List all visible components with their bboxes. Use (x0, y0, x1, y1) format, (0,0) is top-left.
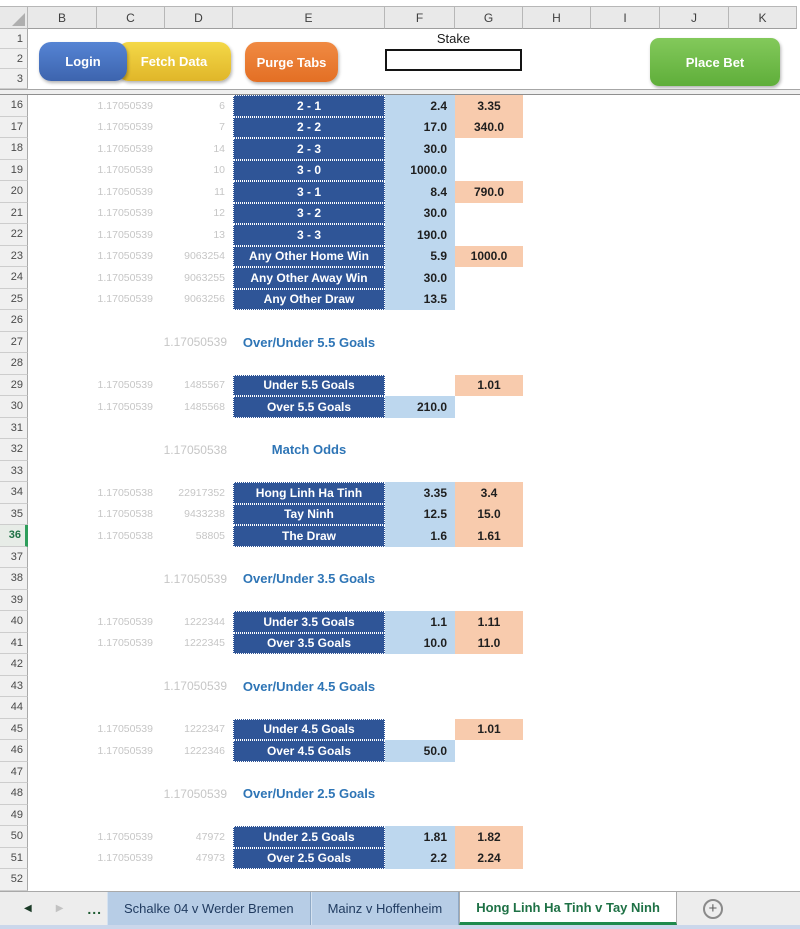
cell-F35[interactable]: 12.5 (385, 504, 455, 526)
cell-B34[interactable] (28, 482, 97, 504)
select-all-corner[interactable] (0, 6, 28, 29)
cell-E32[interactable]: Match Odds (271, 442, 347, 458)
row-header-16[interactable]: 16 (0, 95, 28, 117)
column-header-D[interactable]: D (165, 6, 233, 29)
cell-C34[interactable]: 1.17050538 (97, 486, 153, 499)
sheet-row-25 (0, 289, 797, 311)
scroll-tabs-left-icon[interactable]: ◀ (24, 903, 32, 914)
sheet-row-40 (0, 611, 797, 633)
cell-C41[interactable]: 1.17050539 (97, 637, 153, 650)
cell-B49[interactable] (28, 805, 97, 827)
cell-F30[interactable]: 210.0 (385, 396, 455, 418)
row-header-1[interactable]: 1 (0, 29, 28, 49)
cell-F21[interactable]: 30.0 (385, 203, 455, 225)
cell-F24[interactable]: 30.0 (385, 267, 455, 289)
cell-B47[interactable] (28, 762, 97, 784)
tab-nav (0, 892, 107, 925)
cell-B52[interactable] (28, 869, 97, 891)
cell-G51[interactable]: 2.24 (455, 848, 523, 870)
empty-cells-25 (523, 289, 797, 311)
sheet-row-44 (0, 697, 797, 719)
cell-C36[interactable]: 1.17050538 (97, 529, 153, 542)
cell-B26[interactable] (28, 310, 97, 332)
sheet-row-30 (0, 396, 797, 418)
cell-E30[interactable]: Over 5.5 Goals (233, 396, 385, 418)
sheet-row-33 (0, 461, 797, 483)
cell-B38[interactable] (28, 568, 97, 590)
row-header-18[interactable]: 18 (0, 138, 28, 160)
sheet-row-19 (0, 160, 797, 182)
cell-G29[interactable]: 1.01 (455, 375, 523, 397)
cell-C43[interactable]: 1.17050539 (163, 679, 227, 694)
cell-F45[interactable] (385, 719, 455, 741)
cell-C51[interactable]: 1.17050539 (97, 852, 153, 865)
sheet-grid (0, 95, 797, 891)
cell-G24[interactable] (455, 267, 523, 289)
cell-G22[interactable] (455, 224, 523, 246)
cell-B29[interactable] (28, 375, 97, 397)
empty-cells-42 (97, 654, 797, 676)
cell-E40[interactable]: Under 3.5 Goals (233, 611, 385, 633)
cell-D51[interactable]: 47973 (195, 852, 225, 865)
cell-F25[interactable]: 13.5 (385, 289, 455, 311)
cell-C25[interactable]: 1.17050539 (97, 293, 153, 306)
row-header-19[interactable]: 19 (0, 160, 28, 182)
cell-D18[interactable]: 14 (213, 142, 225, 155)
sheet-row-29 (0, 375, 797, 397)
cell-G45[interactable]: 1.01 (455, 719, 523, 741)
row-header-29[interactable]: 29 (0, 375, 28, 397)
cell-G41[interactable]: 11.0 (455, 633, 523, 655)
sheet-tab-0[interactable]: Schalke 04 v Werder Bremen (107, 892, 311, 925)
cell-B46[interactable] (28, 740, 97, 762)
cell-G21[interactable] (455, 203, 523, 225)
row-header-23[interactable]: 23 (0, 246, 28, 268)
cell-D29[interactable]: 1485567 (184, 379, 225, 392)
column-header-I[interactable]: I (591, 6, 660, 29)
cell-G19[interactable] (455, 160, 523, 182)
cell-B40[interactable] (28, 611, 97, 633)
row-header-21[interactable]: 21 (0, 203, 28, 225)
cell-B31[interactable] (28, 418, 97, 440)
cell-E18[interactable]: 2 - 3 (233, 138, 385, 160)
cell-D24[interactable]: 9063255 (184, 271, 225, 284)
sheet-row-36 (0, 525, 797, 547)
column-header-J[interactable]: J (660, 6, 729, 29)
cell-E41[interactable]: Over 3.5 Goals (233, 633, 385, 655)
cell-G17[interactable]: 340.0 (455, 117, 523, 139)
cell-B21[interactable] (28, 203, 97, 225)
cell-G36[interactable]: 1.61 (455, 525, 523, 547)
cell-G23[interactable]: 1000.0 (455, 246, 523, 268)
sheet-row-46 (0, 740, 797, 762)
sheet-row-41 (0, 633, 797, 655)
cell-E21[interactable]: 3 - 2 (233, 203, 385, 225)
cell-B25[interactable] (28, 289, 97, 311)
empty-cells-16 (523, 95, 797, 117)
row-header-34[interactable]: 34 (0, 482, 28, 504)
empty-cells-38 (385, 568, 797, 590)
empty-cells-35 (523, 504, 797, 526)
cell-G25[interactable] (455, 289, 523, 311)
cell-C32[interactable]: 1.17050538 (163, 442, 227, 457)
cell-E23[interactable]: Any Other Home Win (233, 246, 385, 268)
column-header-G[interactable]: G (455, 6, 523, 29)
column-header-E[interactable]: E (233, 6, 385, 29)
row-header-45[interactable]: 45 (0, 719, 28, 741)
scroll-tabs-right-icon[interactable]: ▶ (55, 903, 64, 914)
row-header-24[interactable]: 24 (0, 267, 28, 289)
sheet-row-52 (0, 869, 797, 891)
cell-E27[interactable]: Over/Under 5.5 Goals (242, 334, 376, 350)
cell-F41[interactable]: 10.0 (385, 633, 455, 655)
row-header-48[interactable]: 48 (0, 783, 28, 805)
empty-cells-19 (523, 160, 797, 182)
row-header-31[interactable]: 31 (0, 418, 28, 440)
cell-F29[interactable] (385, 375, 455, 397)
cell-C35[interactable]: 1.17050538 (97, 508, 153, 521)
cell-C27[interactable]: 1.17050539 (163, 335, 227, 350)
cell-F36[interactable]: 1.6 (385, 525, 455, 547)
cell-D25[interactable]: 9063256 (184, 293, 225, 306)
more-tabs-icon[interactable]: ... (87, 900, 103, 917)
sheet-row-50 (0, 826, 797, 848)
cell-C21[interactable]: 1.17050539 (97, 207, 153, 220)
sheet-row-43 (0, 676, 797, 698)
cell-E17[interactable]: 2 - 2 (233, 117, 385, 139)
cell-B51[interactable] (28, 848, 97, 870)
sheet-row-47 (0, 762, 797, 784)
cell-B22[interactable] (28, 224, 97, 246)
sheet-row-17 (0, 117, 797, 139)
cell-C23[interactable]: 1.17050539 (97, 250, 153, 263)
row-header-2[interactable]: 2 (0, 49, 28, 69)
cell-F20[interactable]: 8.4 (385, 181, 455, 203)
cell-B37[interactable] (28, 547, 97, 569)
fetch-data-button[interactable]: Fetch Data (117, 42, 231, 81)
cell-E48[interactable]: Over/Under 2.5 Goals (242, 786, 376, 802)
cell-E38[interactable]: Over/Under 3.5 Goals (242, 571, 376, 587)
empty-cells-30 (523, 396, 797, 418)
cell-D20[interactable]: 11 (214, 185, 225, 198)
cell-G50[interactable]: 1.82 (455, 826, 523, 848)
cell-D16[interactable]: 6 (219, 99, 225, 112)
empty-cells-37 (97, 547, 797, 569)
row-header-39[interactable]: 39 (0, 590, 28, 612)
cell-F51[interactable]: 2.2 (385, 848, 455, 870)
cell-D45[interactable]: 1222347 (184, 723, 225, 736)
cell-D30[interactable]: 1485568 (184, 400, 225, 413)
cell-C22[interactable]: 1.17050539 (97, 228, 153, 241)
row-header-37[interactable]: 37 (0, 547, 28, 569)
empty-cells-47 (97, 762, 797, 784)
sheet-row-45 (0, 719, 797, 741)
sheet-row-32 (0, 439, 797, 461)
cell-B27[interactable] (28, 332, 97, 354)
sheet-row-21 (0, 203, 797, 225)
empty-cells-41 (523, 633, 797, 655)
cell-F46[interactable]: 50.0 (385, 740, 455, 762)
cell-D21[interactable]: 12 (213, 207, 225, 220)
cell-B23[interactable] (28, 246, 97, 268)
cell-E46[interactable]: Over 4.5 Goals (233, 740, 385, 762)
row-header-32[interactable]: 32 (0, 439, 28, 461)
cell-B45[interactable] (28, 719, 97, 741)
empty-cells-40 (523, 611, 797, 633)
cell-C40[interactable]: 1.17050539 (97, 615, 153, 628)
row-header-50[interactable]: 50 (0, 826, 28, 848)
empty-cells-51 (523, 848, 797, 870)
empty-cells-39 (97, 590, 797, 612)
sheet-row-35 (0, 504, 797, 526)
row-header-17[interactable]: 17 (0, 117, 28, 139)
cell-E50[interactable]: Under 2.5 Goals (233, 826, 385, 848)
empty-cells-50 (523, 826, 797, 848)
cell-D23[interactable]: 9063254 (184, 250, 225, 263)
cell-E43[interactable]: Over/Under 4.5 Goals (242, 678, 376, 694)
cell-E24[interactable]: Any Other Away Win (233, 267, 385, 289)
cell-D50[interactable]: 47972 (195, 830, 225, 843)
sheet-tab-bar (0, 891, 800, 925)
cell-E34[interactable]: Hong Linh Ha Tinh (233, 482, 385, 504)
cell-E20[interactable]: 3 - 1 (233, 181, 385, 203)
row-header-49[interactable]: 49 (0, 805, 28, 827)
frozen-toolbar-pane (0, 29, 797, 89)
row-header-3[interactable]: 3 (0, 69, 28, 89)
sheet-row-26 (0, 310, 797, 332)
cell-C18[interactable]: 1.17050539 (97, 142, 153, 155)
place-bet-button[interactable]: Place Bet (650, 38, 780, 86)
cell-B48[interactable] (28, 783, 97, 805)
column-header-H[interactable]: H (523, 6, 591, 29)
cell-G20[interactable]: 790.0 (455, 181, 523, 203)
cell-G40[interactable]: 1.11 (455, 611, 523, 633)
window-bottom-strip (0, 925, 800, 929)
empty-cells-27 (385, 332, 797, 354)
cell-C20[interactable]: 1.17050539 (97, 185, 153, 198)
sheet-row-34 (0, 482, 797, 504)
sheet-row-28 (0, 353, 797, 375)
cell-B17[interactable] (28, 117, 97, 139)
cell-C19[interactable]: 1.17050539 (97, 164, 153, 177)
sheet-row-24 (0, 267, 797, 289)
row-header-20[interactable]: 20 (0, 181, 28, 203)
cell-B20[interactable] (28, 181, 97, 203)
cell-G16[interactable]: 3.35 (455, 95, 523, 117)
row-header-30[interactable]: 30 (0, 396, 28, 418)
sheet-row-51 (0, 848, 797, 870)
column-header-F[interactable]: F (385, 6, 455, 29)
login-button[interactable]: Login (39, 42, 127, 81)
row-header-46[interactable]: 46 (0, 740, 28, 762)
sheet-row-31 (0, 418, 797, 440)
empty-cells-48 (385, 783, 797, 805)
empty-cells-24 (523, 267, 797, 289)
row-header-41[interactable]: 41 (0, 633, 28, 655)
sheet-row-18 (0, 138, 797, 160)
row-header-51[interactable]: 51 (0, 848, 28, 870)
cell-G30[interactable] (455, 396, 523, 418)
empty-cells-52 (97, 869, 797, 891)
sheet-row-42 (0, 654, 797, 676)
cell-B39[interactable] (28, 590, 97, 612)
empty-cells-49 (97, 805, 797, 827)
cell-B28[interactable] (28, 353, 97, 375)
cell-B44[interactable] (28, 697, 97, 719)
cell-G18[interactable] (455, 138, 523, 160)
empty-cells-43 (385, 676, 797, 698)
stake-label: Stake (436, 31, 471, 46)
cell-E51[interactable]: Over 2.5 Goals (233, 848, 385, 870)
cell-C38[interactable]: 1.17050539 (163, 571, 227, 586)
cell-D17[interactable]: 7 (219, 121, 225, 134)
sheet-row-38 (0, 568, 797, 590)
cell-D34[interactable]: 22917352 (178, 486, 225, 499)
row-header-25[interactable]: 25 (0, 289, 28, 311)
empty-cells-32 (385, 439, 797, 461)
cell-C45[interactable]: 1.17050539 (97, 723, 153, 736)
empty-cells-36 (523, 525, 797, 547)
add-sheet-icon[interactable]: + (703, 899, 723, 919)
cell-D46[interactable]: 1222346 (184, 744, 225, 757)
empty-cells-17 (523, 117, 797, 139)
cell-B18[interactable] (28, 138, 97, 160)
cell-E35[interactable]: Tay Ninh (233, 504, 385, 526)
row-header-52[interactable]: 52 (0, 869, 28, 891)
cell-G46[interactable] (455, 740, 523, 762)
sheet-tab-1[interactable]: Mainz v Hoffenheim (311, 892, 460, 925)
row-header-38[interactable]: 38 (0, 568, 28, 590)
cell-F18[interactable]: 30.0 (385, 138, 455, 160)
cell-E16[interactable]: 2 - 1 (233, 95, 385, 117)
cell-E29[interactable]: Under 5.5 Goals (233, 375, 385, 397)
cell-B41[interactable] (28, 633, 97, 655)
row-header-26[interactable]: 26 (0, 310, 28, 332)
cell-E19[interactable]: 3 - 0 (233, 160, 385, 182)
cell-D35[interactable]: 9433238 (184, 508, 225, 521)
cell-E25[interactable]: Any Other Draw (233, 289, 385, 311)
sheet-row-49 (0, 805, 797, 827)
row-header-44[interactable]: 44 (0, 697, 28, 719)
cell-B33[interactable] (28, 461, 97, 483)
sheet-row-22 (0, 224, 797, 246)
cell-B32[interactable] (28, 439, 97, 461)
sheet-row-39 (0, 590, 797, 612)
cell-F16[interactable]: 2.4 (385, 95, 455, 117)
cell-D41[interactable]: 1222345 (184, 637, 225, 650)
row-header-22[interactable]: 22 (0, 224, 28, 246)
cell-B42[interactable] (28, 654, 97, 676)
sheet-row-48 (0, 783, 797, 805)
cell-C48[interactable]: 1.17050539 (163, 786, 227, 801)
column-header-K[interactable]: K (729, 6, 797, 29)
purge-tabs-button[interactable]: Purge Tabs (245, 42, 338, 82)
empty-cells-21 (523, 203, 797, 225)
row-header-35[interactable]: 35 (0, 504, 28, 526)
stake-input[interactable] (385, 49, 522, 71)
cell-B43[interactable] (28, 676, 97, 698)
empty-cells-28 (97, 353, 797, 375)
sheet-row-23 (0, 246, 797, 268)
cell-F19[interactable]: 1000.0 (385, 160, 455, 182)
row-header-47[interactable]: 47 (0, 762, 28, 784)
empty-cells-23 (523, 246, 797, 268)
cell-E45[interactable]: Under 4.5 Goals (233, 719, 385, 741)
empty-cells-29 (523, 375, 797, 397)
cell-F50[interactable]: 1.81 (385, 826, 455, 848)
cell-B36[interactable] (28, 525, 97, 547)
cell-C24[interactable]: 1.17050539 (97, 271, 153, 284)
cell-G35[interactable]: 15.0 (455, 504, 523, 526)
row-header-42[interactable]: 42 (0, 654, 28, 676)
cell-D36[interactable]: 58805 (195, 529, 225, 542)
cell-B35[interactable] (28, 504, 97, 526)
cell-G34[interactable]: 3.4 (455, 482, 523, 504)
empty-cells-46 (523, 740, 797, 762)
cell-C16[interactable]: 1.17050539 (97, 99, 153, 112)
cell-B30[interactable] (28, 396, 97, 418)
cell-D19[interactable]: 10 (213, 164, 225, 177)
cell-B19[interactable] (28, 160, 97, 182)
sheet-tab-2[interactable]: Hong Linh Ha Tinh v Tay Ninh (459, 892, 677, 925)
row-header-28[interactable]: 28 (0, 353, 28, 375)
column-header-C[interactable]: C (97, 6, 165, 29)
cell-C17[interactable]: 1.17050539 (97, 121, 153, 134)
cell-C29[interactable]: 1.17050539 (97, 379, 153, 392)
empty-cells-33 (97, 461, 797, 483)
row-header-33[interactable]: 33 (0, 461, 28, 483)
cell-F34[interactable]: 3.35 (385, 482, 455, 504)
sheet-tabs (107, 892, 677, 925)
row-header-36[interactable]: 36 (0, 525, 28, 547)
empty-cells-44 (97, 697, 797, 719)
empty-cells-20 (523, 181, 797, 203)
empty-cells-34 (523, 482, 797, 504)
sheet-row-16 (0, 95, 797, 117)
column-header-B[interactable]: B (28, 6, 97, 29)
empty-cells-22 (523, 224, 797, 246)
row-header-27[interactable]: 27 (0, 332, 28, 354)
cell-D22[interactable]: 13 (213, 228, 225, 241)
cell-E36[interactable]: The Draw (233, 525, 385, 547)
cell-B16[interactable] (28, 95, 97, 117)
cell-C30[interactable]: 1.17050539 (97, 400, 153, 413)
cell-D40[interactable]: 1222344 (184, 615, 225, 628)
cell-E22[interactable]: 3 - 3 (233, 224, 385, 246)
column-header-bar (0, 6, 797, 29)
empty-cells-31 (97, 418, 797, 440)
cell-C46[interactable]: 1.17050539 (97, 744, 153, 757)
sheet-row-20 (0, 181, 797, 203)
empty-cells-18 (523, 138, 797, 160)
row-header-43[interactable]: 43 (0, 676, 28, 698)
cell-F23[interactable]: 5.9 (385, 246, 455, 268)
sheet-row-27 (0, 332, 797, 354)
cell-B50[interactable] (28, 826, 97, 848)
cell-F17[interactable]: 17.0 (385, 117, 455, 139)
empty-cells-26 (97, 310, 797, 332)
cell-B24[interactable] (28, 267, 97, 289)
cell-C50[interactable]: 1.17050539 (97, 830, 153, 843)
sheet-row-37 (0, 547, 797, 569)
empty-cells-45 (523, 719, 797, 741)
cell-F40[interactable]: 1.1 (385, 611, 455, 633)
row-header-40[interactable]: 40 (0, 611, 28, 633)
cell-F22[interactable]: 190.0 (385, 224, 455, 246)
